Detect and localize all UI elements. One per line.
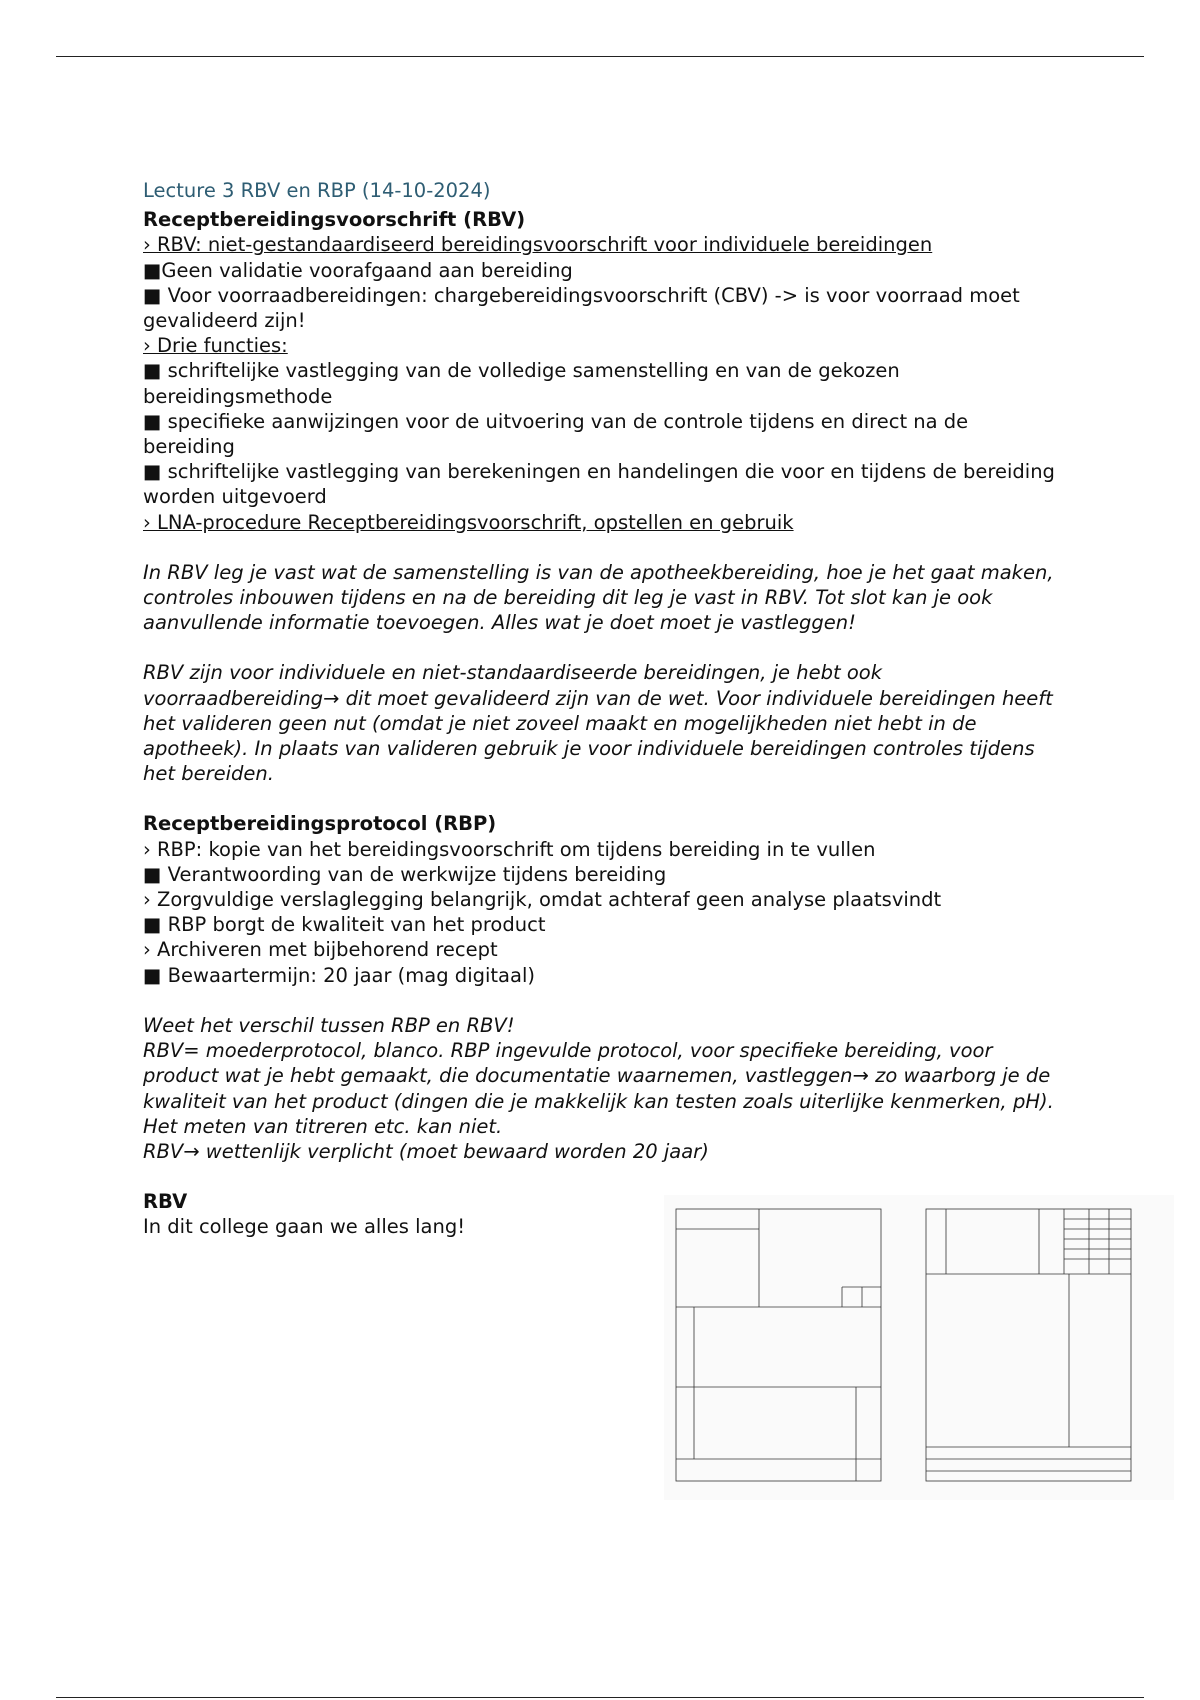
rbv-example-text: In dit college gaan we alles lang! <box>143 1215 466 1239</box>
rbv-line-5: ■ schriftelijke vastlegging van de volledige samenstelling en van de gekozen bereidingsmethode <box>143 359 900 408</box>
rbp-line-4: ■ RBP borgt de kwaliteit van het product <box>143 913 546 937</box>
lecture-title: Lecture 3 RBV en RBP (14-10-2024) <box>143 179 491 202</box>
rbp-note-3: RBV→ wettenlijk verplicht (moet bewaard worden 20 jaar) <box>143 1139 709 1163</box>
rbp-line-2: ■ Verantwoording van de werkwijze tijdens bereiding <box>143 862 667 886</box>
rbp-line-6: ■ Bewaartermijn: 20 jaar (mag digitaal) <box>143 963 535 987</box>
form-thumbnails <box>664 1195 1174 1500</box>
rbv-line-2: ■Geen validatie voorafgaand aan bereiding <box>143 258 573 282</box>
rbv-line-6: ■ specifieke aanwijzingen voor de uitvoering van de controle tijdens en direct na de bereiding <box>143 409 969 459</box>
top-rule <box>56 56 1144 57</box>
rbv-line-3: ■ Voor voorraadbereidingen: chargebereidingsvoorschrift (CBV) -> is voor voorraad moet gevalideerd zijn! <box>143 283 1020 333</box>
rbp-note-1: Weet het verschil tussen RBP en RBV! <box>143 1013 515 1037</box>
rbv-note-1: In RBV leg je vast wat de samenstelling is van de apotheekbereiding, hoe je het gaat maken, controles inbouwen tijdens en na de bereiding dit leg je vast in RBV. Tot slot kan je ook aanvullende informatie toevoegen. Alles wat je doet moet je vastleggen! <box>143 560 1054 635</box>
rbv-line-4: › Drie functies: <box>143 334 288 358</box>
bottom-rule <box>56 1697 1144 1698</box>
rbv-line-8: › LNA-procedure Receptbereidingsvoorschrift, opstellen en gebruik <box>143 510 794 534</box>
rbp-heading: Receptbereidingsprotocol (RBP) <box>143 812 497 836</box>
rbp-line-5: › Archiveren met bijbehorend recept <box>143 938 498 962</box>
rbp-line-3: › Zorgvuldige verslaglegging belangrijk, omdat achteraf geen analyse plaatsvindt <box>143 888 942 912</box>
form-thumbnails-svg <box>664 1195 1174 1500</box>
rbp-line-1: › RBP: kopie van het bereidingsvoorschrift om tijdens bereiding in te vullen <box>143 837 876 861</box>
rbv-example-heading: RBV <box>143 1190 188 1214</box>
rbv-line-7: ■ schriftelijke vastlegging van berekeningen en handelingen die voor en tijdens de bereiding worden uitgevoerd <box>143 460 1055 509</box>
rbv-heading: Receptbereidingsvoorschrift (RBV) <box>143 208 526 232</box>
rbv-line-1: › RBV: niet-gestandaardiseerd bereidingsvoorschrift voor individuele bereidingen <box>143 233 933 257</box>
document-body <box>143 178 1063 1240</box>
rbv-note-2: RBV zijn voor individuele en niet-standaardiseerde bereidingen, je hebt ook voorraadbereiding→ dit moet gevalideerd zijn van de wet. Voor individuele bereidingen heeft het valideren geen nut (omdat je niet zoveel maakt en mogelijkheden niet hebt in de apotheek). In plaats van valideren gebruik je voor individuele bereidingen controles tijdens het bereiden. <box>143 661 1053 786</box>
rbp-note-2: RBV= moederprotocol, blanco. RBP ingevulde protocol, voor specifieke bereiding, voor product wat je hebt gemaakt, die documentatie waarnemen, vastleggen→ zo waarborg je de kwaliteit van het product (dingen die je makkelijk kan testen zoals uiterlijke kenmerken, pH). Het meten van titreren etc. kan niet. <box>143 1039 1054 1138</box>
